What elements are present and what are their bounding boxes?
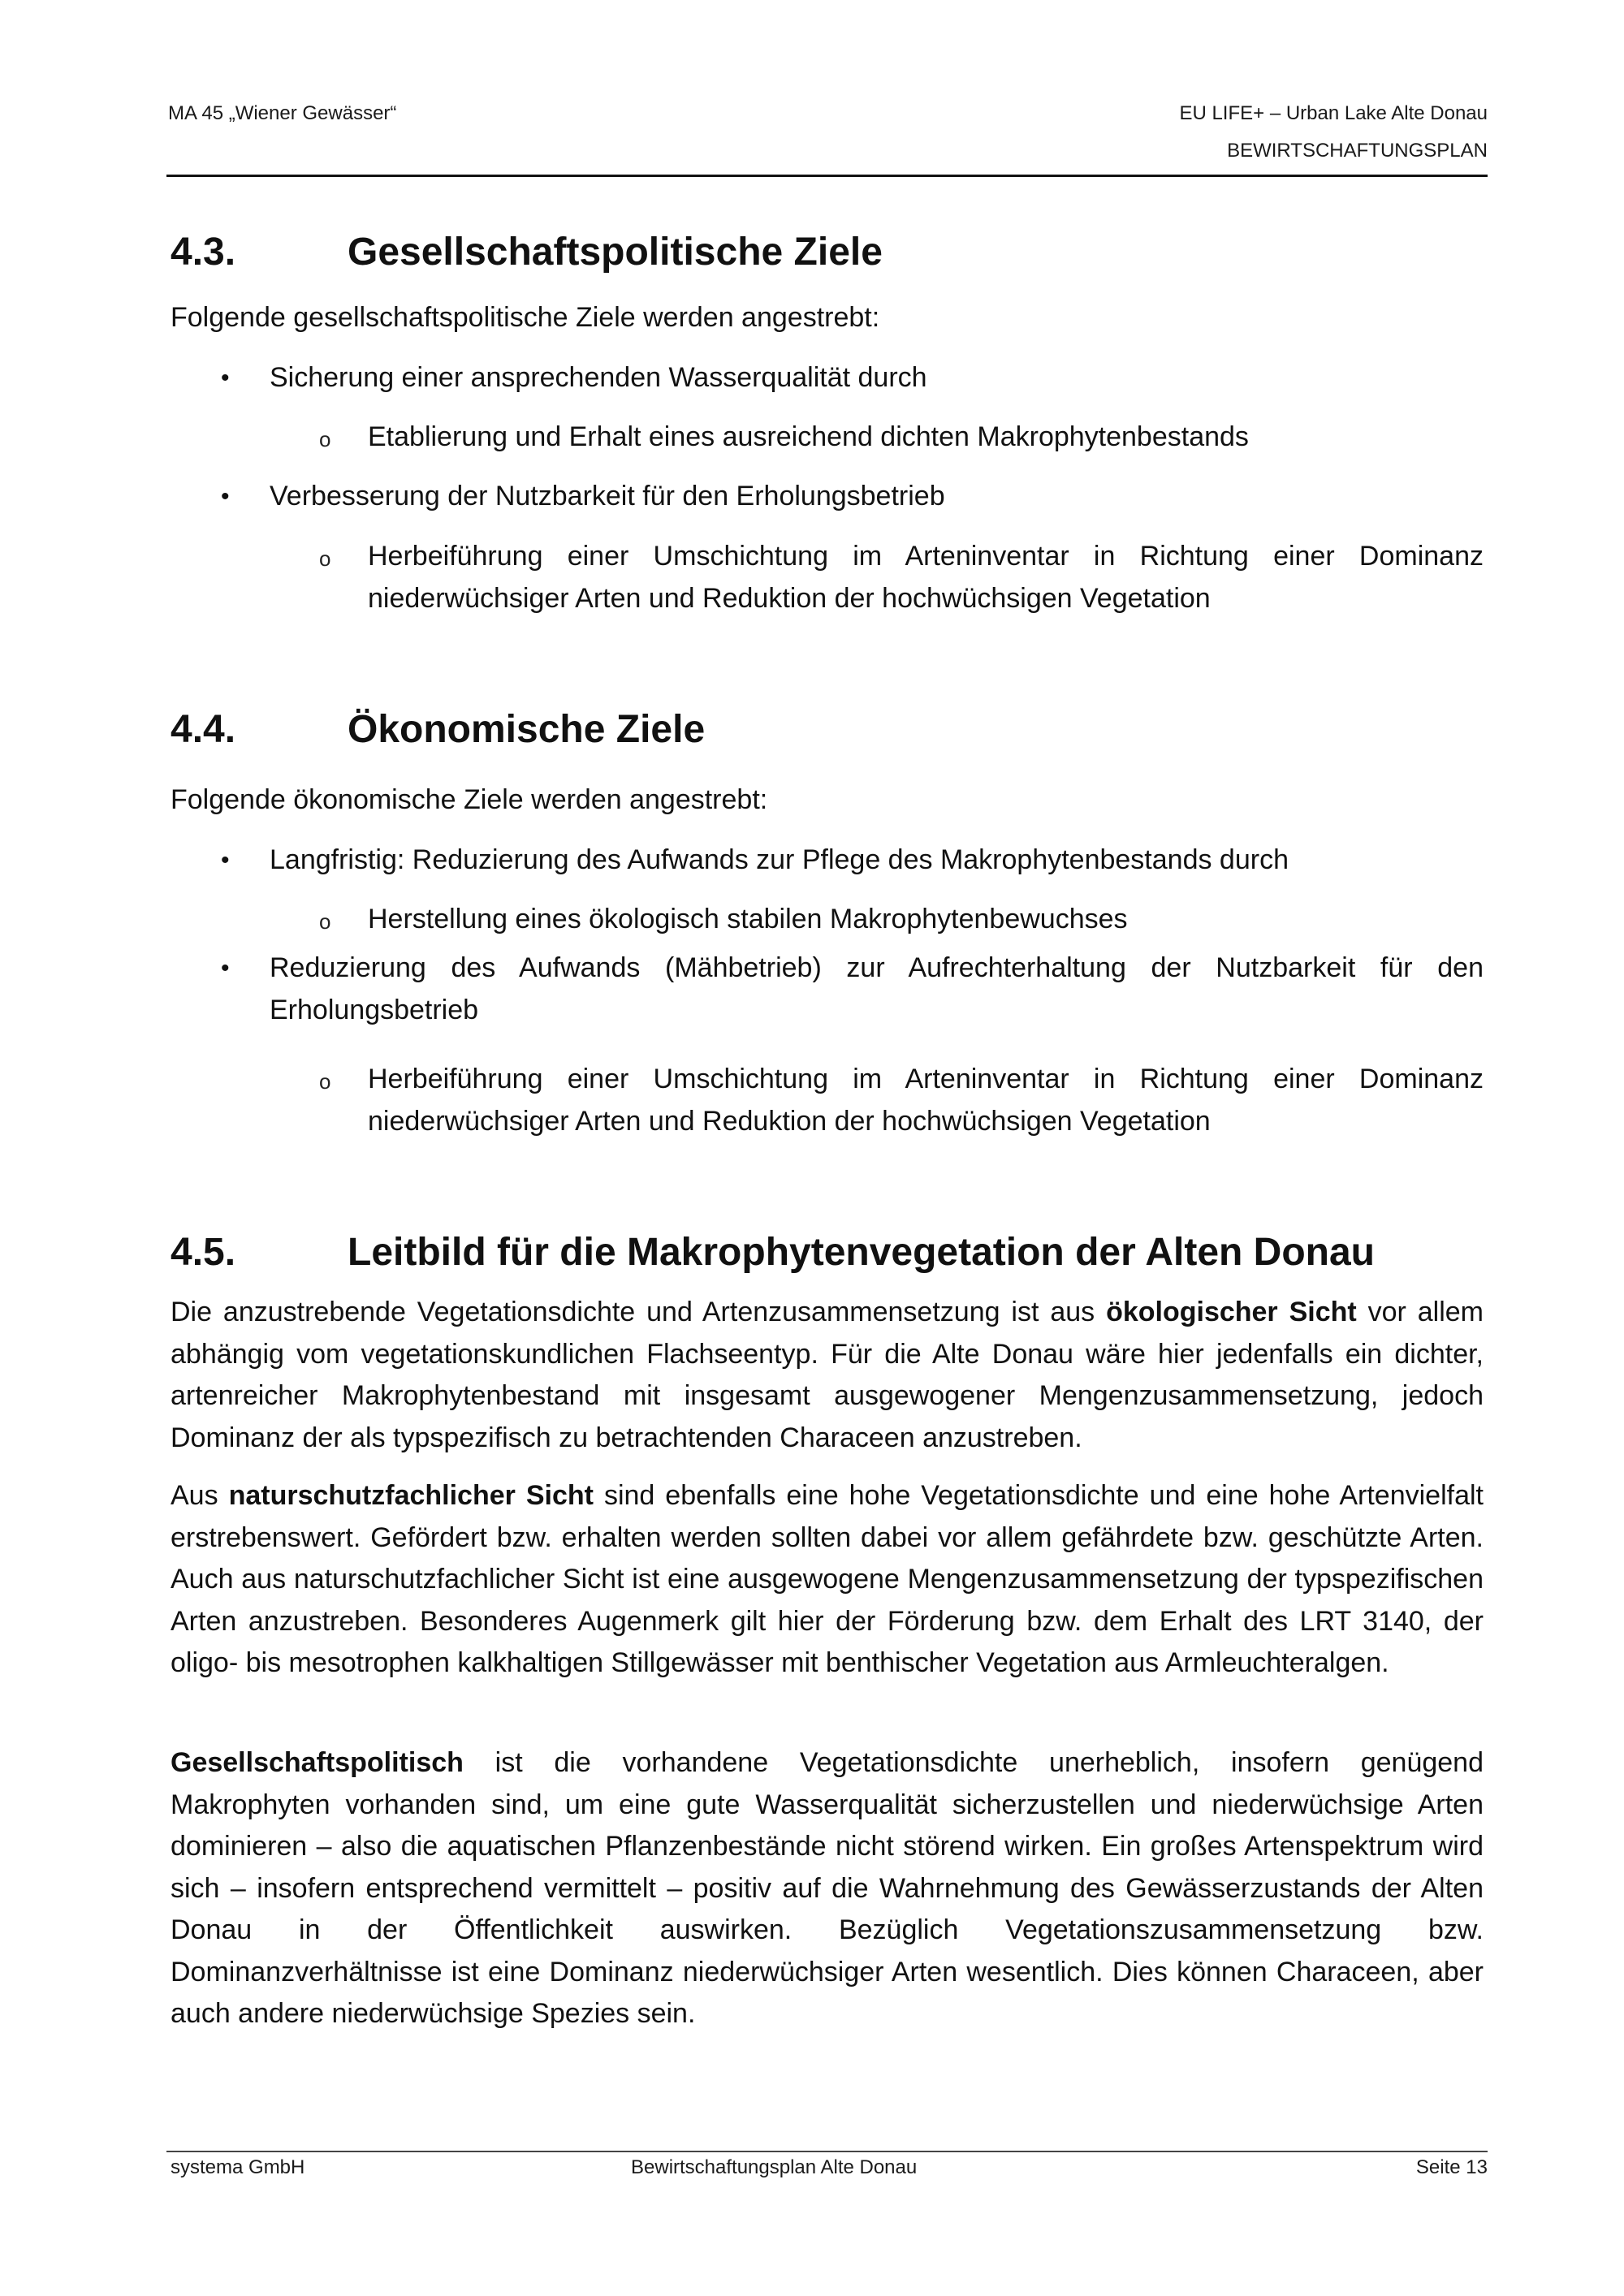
sub-list-item-text: Herstellung eines ökologisch stabilen Makrophytenbewuchses [368,904,1128,934]
list-item [171,839,1484,882]
list-item-text: Langfristig: Reduzierung des Aufwands zur Pflege des Makrophytenbestands durch [270,844,1289,875]
sub-list-item [171,416,1484,459]
section-heading-4-4 [171,707,705,753]
paragraph-text-pre: Die anzustrebende Vegetationsdichte und Artenzusammensetzung ist aus [171,1297,1107,1327]
bullet-icon: • [221,955,230,982]
bullet-icon: • [221,847,230,874]
sub-list-item [171,899,1484,941]
paragraph-text-post: ist die vorhandene Vegetationsdichte unerheblich, insofern genügend Makrophyten vorhanden sind, um eine gute Wasserqualität sicherzustellen und niederwüchsige Arten dominieren – also die aquatischen Pflanzenbestände nicht störend wirken. Ein großes Artenspektrum wird sich – insofern entsprechend vermittelt – positiv auf die Wahrnehmung des Gewässerzustands der Alten Donau in der Öffentlichkeit auswirken. Bezüglich Vegetationszusammensetzung bzw. Dominanzverhältnisse ist eine Dominanz niederwüchsiger Arten wesentlich. Dies können Characeen, aber auch andere niederwüchsige Spezies sein. [171,1747,1484,2029]
paragraph-ecological [171,1292,1484,1459]
circle-bullet-icon: o [319,427,331,451]
section-title: Ökonomische Ziele [348,708,706,751]
list-item-text: Sicherung einer ansprechenden Wasserqualität durch [270,362,927,393]
sub-list-item [171,536,1484,619]
section-number: 4.4. [171,708,236,751]
paragraph-emphasis: ökologischer Sicht [1106,1297,1357,1327]
footer-divider [166,2151,1488,2152]
section-title: Leitbild für die Makrophytenvegetation der Alten Donau [348,1231,1375,1274]
section-intro: Folgende ökonomische Ziele werden angestrebt: [171,784,768,815]
list-item [171,476,1484,518]
paragraph-nature-conservation [171,1475,1484,1685]
sub-list-item-text: Herbeiführung einer Umschichtung im Arteninventar in Richtung einer Dominanz niederwüchsiger Arten und Reduktion der hochwüchsigen Vegetation [368,541,1484,614]
list-item-text: Reduzierung des Aufwands (Mähbetrieb) zur Aufrechterhaltung der Nutzbarkeit für den Erholungsbetrieb [270,952,1484,1025]
circle-bullet-icon: o [319,546,331,571]
list-item-text: Verbesserung der Nutzbarkeit für den Erholungsbetrieb [270,481,945,511]
header-divider [166,175,1488,177]
circle-bullet-icon: o [319,1069,331,1094]
header-left-org: MA 45 „Wiener Gewässer“ [168,102,397,124]
header-right-project: EU LIFE+ – Urban Lake Alte Donau [1179,102,1488,124]
list-item [171,947,1484,1031]
footer-page-number: Seite 13 [1415,2156,1488,2178]
sub-list-item-text: Herbeiführung einer Umschichtung im Arteninventar in Richtung einer Dominanz niederwüchsiger Arten und Reduktion der hochwüchsigen Vegetation [368,1064,1484,1137]
bullet-icon: • [221,483,230,510]
header-right-doc-type: BEWIRTSCHAFTUNGSPLAN [1227,140,1488,162]
paragraph-text-post: vor allem abhängig vom vegetationskundlichen Flachseentyp. Für die Alte Donau wäre hier jedenfalls ein dichter, artenreicher Makrophytenbestand mit insgesamt ausgewogener Mengenzusammensetzung, jedoch Dominanz der als typspezifisch zu betrachtenden Characeen anzustreben. [171,1297,1484,1453]
section-heading-4-5 [171,1230,1375,1275]
paragraph-emphasis: Gesellschaftspolitisch [171,1747,464,1778]
paragraph-societal [171,1742,1484,2035]
section-heading-4-3 [171,230,883,275]
footer-company: systema GmbH [171,2156,305,2178]
circle-bullet-icon: o [319,909,331,934]
bullet-icon: • [221,365,230,391]
paragraph-emphasis: naturschutzfachlicher Sicht [228,1480,594,1511]
section-number: 4.3. [171,231,236,274]
paragraph-text-post: sind ebenfalls eine hohe Vegetationsdichte und eine hohe Artenvielfalt erstrebenswert. Gefördert bzw. erhalten werden sollten dabei vor allem gefährdete bzw. geschützte Arten. Auch aus naturschutzfachlicher Sicht ist eine ausgewogene Mengenzusammensetzung der typspezifischen Arten anzustreben. Besonderes Augenmerk gilt hier der Förderung bzw. dem Erhalt des LRT 3140, der oligo- bis mesotrophen kalkhaltigen Stillgewässer mit benthischer Vegetation aus Armleuchteralgen. [171,1480,1484,1678]
list-item [171,357,1484,399]
footer-doc-title: Bewirtschaftungsplan Alte Donau [631,2156,918,2178]
sub-list-item [171,1059,1484,1142]
section-title: Gesellschaftspolitische Ziele [348,231,883,274]
section-number: 4.5. [171,1231,236,1274]
section-intro: Folgende gesellschaftspolitische Ziele werden angestrebt: [171,302,880,333]
sub-list-item-text: Etablierung und Erhalt eines ausreichend dichten Makrophytenbestands [368,421,1249,452]
paragraph-text-pre: Aus [171,1480,229,1511]
